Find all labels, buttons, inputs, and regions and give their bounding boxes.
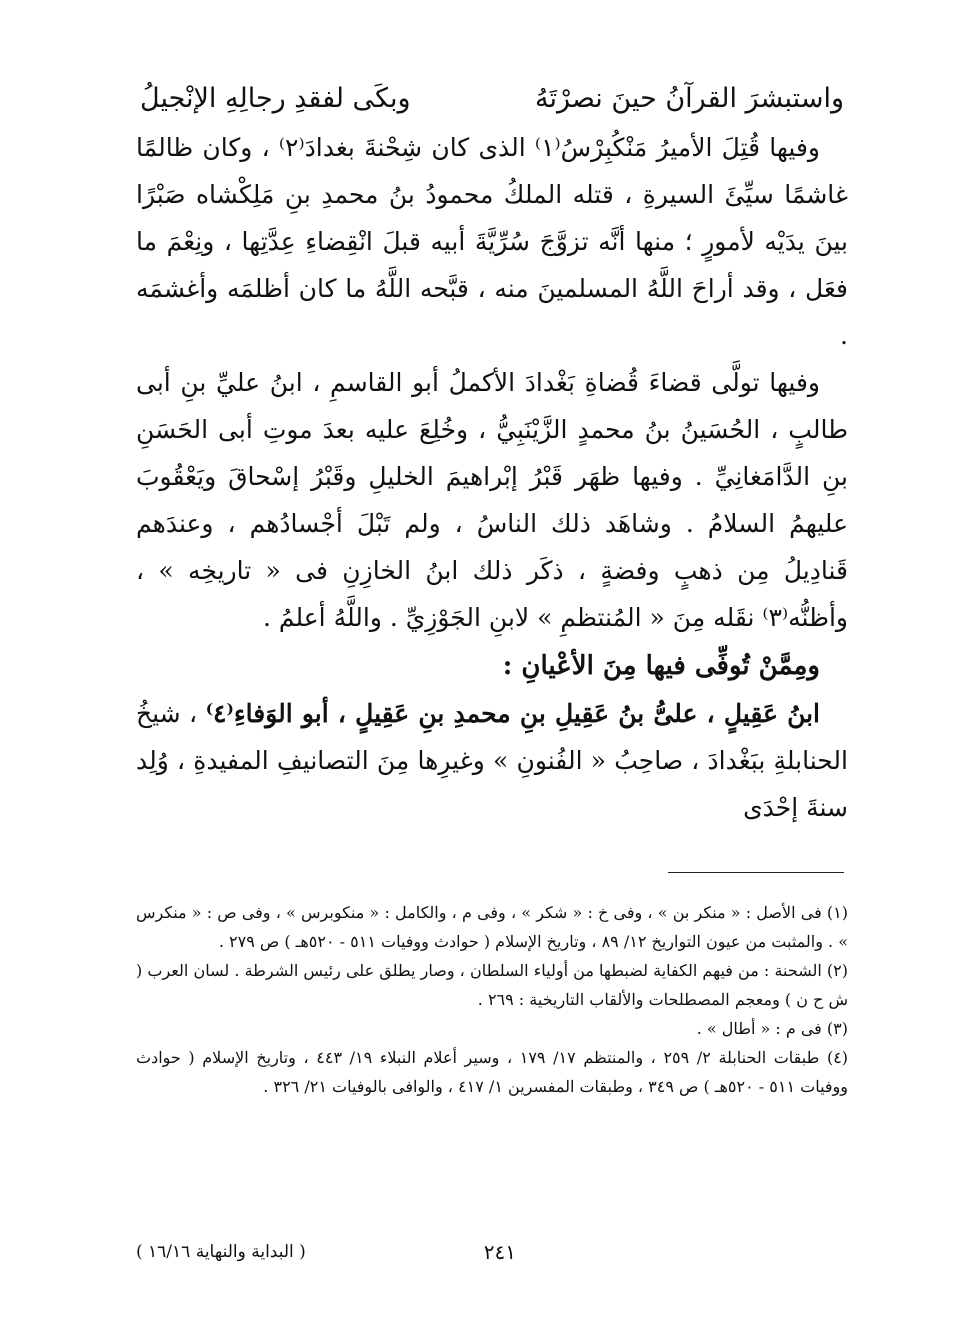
poem-verse (140, 76, 844, 120)
footnote-3: (٣) فى م : « أطال » . (696, 1019, 848, 1038)
page-footer (136, 1236, 848, 1270)
main-text (136, 124, 848, 831)
page-number: ٢٤١ (483, 1240, 516, 1264)
footnote-1: (١) فى الأصل : « منكر بن » ، وفى خ : « شكر » ، وفى م ، والكامل : « منكوبرس » ، وفى ص : « منكرس » . والمثبت من عيون التواريخ ١٢/ ٨٩ ، وتاريخ الإسلام ( حوادث ووفيات ٥١١ - ٥٢٠هـ ) ص ٢٧٩ . (136, 903, 848, 951)
biography-name: ابنُ عَقِيلٍ ، علىُّ بنُ عَقِيلِ بنِ محمدِ بنِ عَقِيلٍ ، أبو الوَفاءِ⁽٤⁾ (205, 699, 821, 728)
biography-entry (136, 690, 848, 831)
footnote-4: (٤) طبقات الحنابلة ٢/ ٢٥٩ ، والمنتظم ١٧/ ١٧٩ ، وسير أعلام النبلاء ١٩/ ٤٤٣ ، وتاريخ الإسلام ( حوادث ووفيات ٥١١ - ٥٢٠هـ ) ص ٣٤٩ ، وطبقات المفسرين ١/ ٤١٧ ، والوافى بالوفيات ٢١/ ٣٢٦ . (136, 1048, 849, 1096)
verse-first-hemistich: واستبشرَ القرآنُ حينَ نصرْتَهُ (534, 82, 844, 114)
book-reference: ( البداية والنهاية ١٦/١٦ ) (136, 1242, 306, 1262)
biography-text: ، شيخُ الحنابلةِ ببَغْدادَ ، صاحِبُ « الفُنونِ » وغيرِها مِنَ التصانيفِ المفيدةِ ، وُلِد سنةَ إحْدَى (136, 699, 848, 822)
footnotes (136, 898, 848, 1101)
footnote-divider (668, 872, 844, 873)
footnote-2: (٢) الشحنة : من فيهم الكفاية لضبطها من أولياء السلطان ، وصار يطلق على رئيس الشرطة . لسان العرب ( ش ح ن ) ومعجم المصطلحات والألقاب التاريخية : ٢٦٩ . (136, 961, 848, 1009)
paragraph-munkubirs: وفيها قُتِلَ الأميرُ مَنْكُبِرْسُ⁽١⁾ الذى كان شِحْنةَ بغدادَ⁽٢⁾ ، وكان ظالمًا غاشمًا سيِّئَ السيرةِ ، قتله الملكُ محمودُ بنُ محمدِ بنِ مَلِكْشاه صَبْرًا بينَ يدَيْه لأمورٍ ؛ منها أنَّه تزوَّجَ سُرِّيَّةَ أبيه قبلَ انْقِضاءِ عِدَّتِها ، ونِعْمَ ما فعَل ، وقد أراحَ اللَّهُ المسلمينَ منه ، قبَّحه اللَّهُ ما كان أظلمَه وأغشمَه . (136, 133, 848, 350)
verse-second-hemistich: وبكَى لفقدِ رجالِهِ الإنْجيلُ (140, 82, 411, 114)
section-heading: ومِمَّنْ تُوفِّى فيها مِنَ الأعْيانِ : (502, 651, 820, 681)
paragraph-qadi-and-tombs: وفيها تولَّى قضاءَ قُضاةِ بَغْدادَ الأكملُ أبو القاسمِ ، ابنُ عليِّ بنِ أبى طالبٍ ، الحُسَينُ بنُ محمدٍ الزَّيْنَبِيُّ ، وخُلِعَ عليه بعدَ موتِ أبى الحَسَنِ بنِ الدَّامَغانِيِّ . وفيها ظهَر قَبْرُ إبْراهيمَ الخليلِ وقَبْرُ إسْحاقَ ويَعْقُوبَ عليهمُ السلامُ . وشاهَد ذلك الناسُ ، ولم تَبْلَ أجْسادُهم ، وعندَهم قَنادِيلُ مِن ذهبٍ وفضةٍ ، ذكَر ذلك ابنُ الخازِنِ فى « تاريخِه » ، وأظنُّه⁽٣⁾ نقَله مِنَ « المُنتظمِ » لابنِ الجَوْزِيِّ . واللَّهُ أعلمُ . (136, 368, 848, 632)
